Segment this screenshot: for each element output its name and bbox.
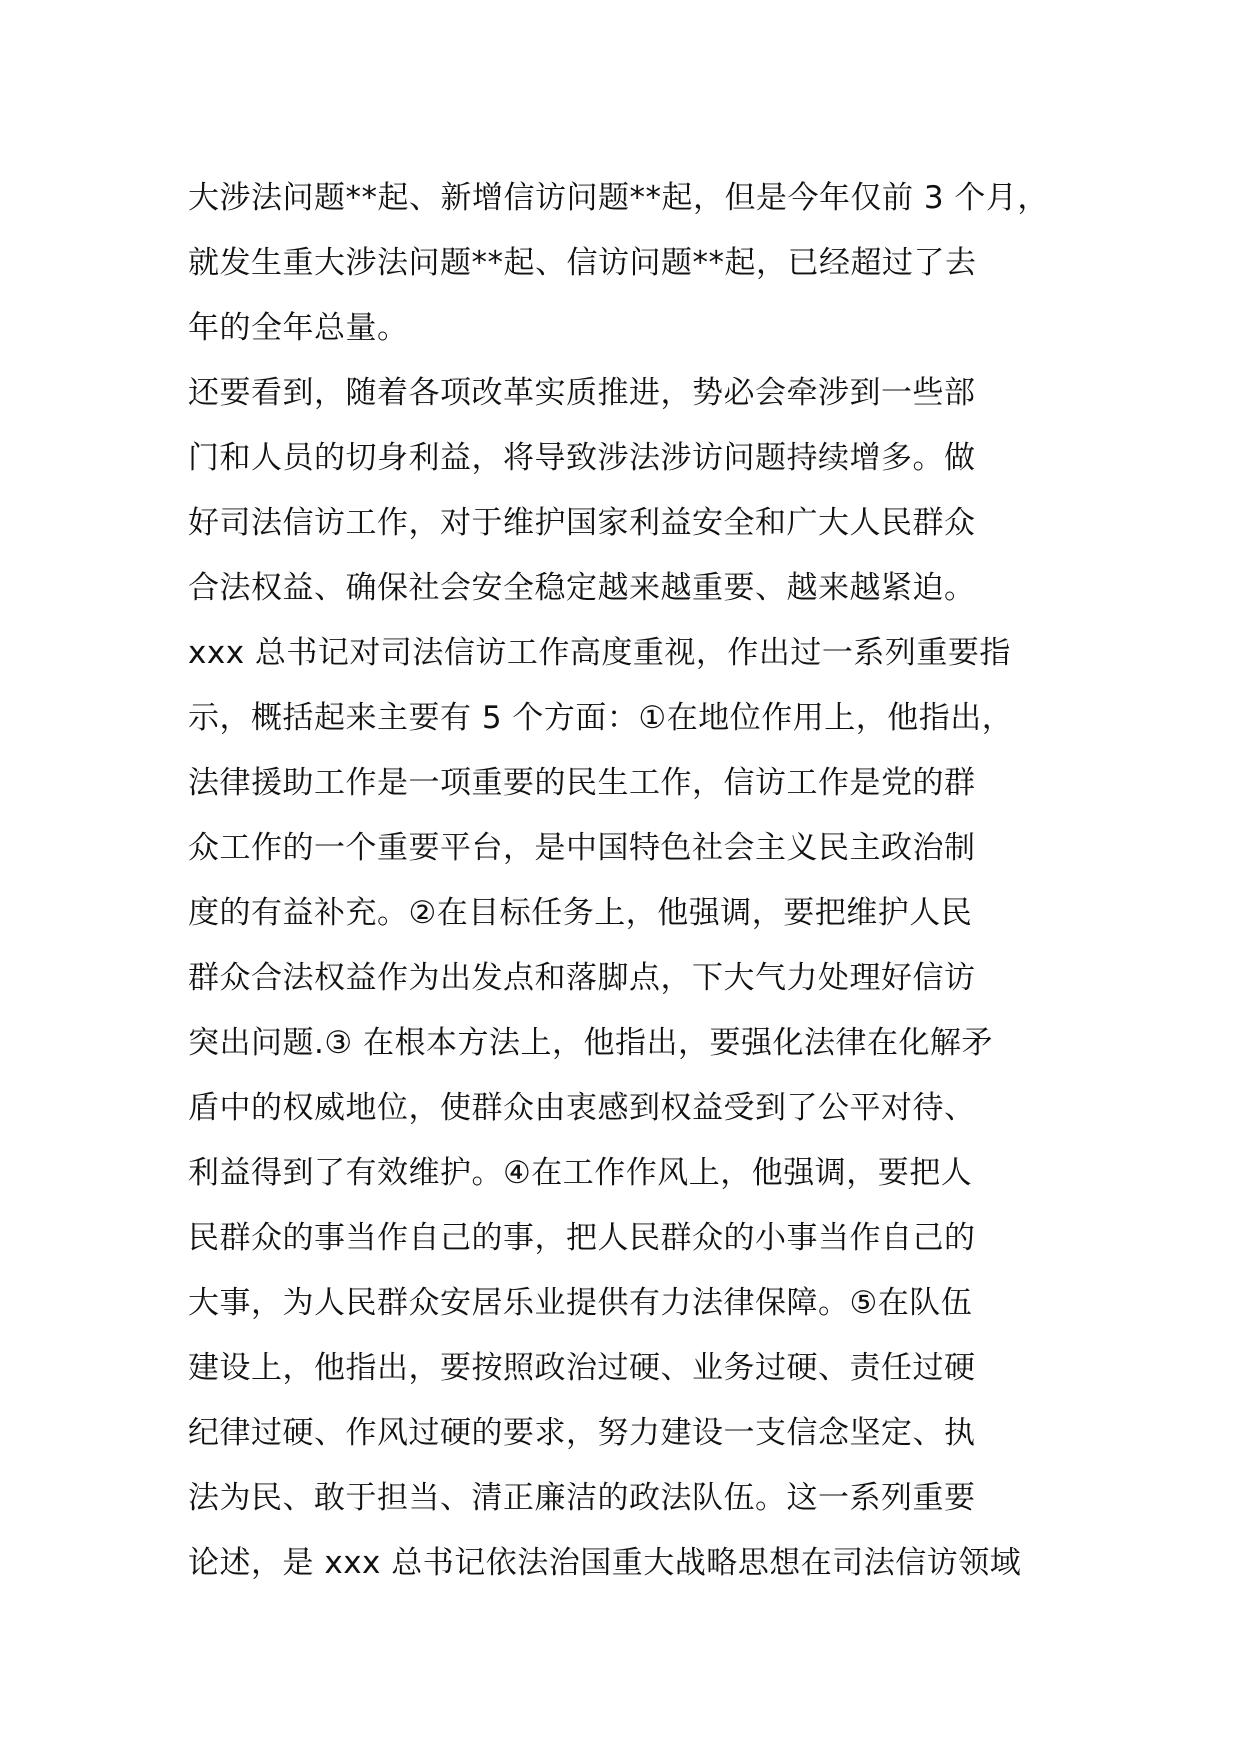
text-line: 建设上，他指出，要按照政治过硬、业务过硬、责任过硬 xyxy=(188,1350,976,1386)
text-line: 门和人员的切身利益，将导致涉法涉访问题持续增多。做 xyxy=(188,440,976,476)
text-line: 年的全年总量。 xyxy=(188,310,409,346)
text-line: xxx 总书记对司法信访工作高度重视，作出过一系列重要指 xyxy=(188,635,1011,671)
text-line: 好司法信访工作，对于维护国家利益安全和广大人民群众 xyxy=(188,505,976,541)
text-line: 法为民、敢于担当、清正廉洁的政法队伍。这一系列重要 xyxy=(188,1480,976,1516)
text-line: 纪律过硬、作风过硬的要求，努力建设一支信念坚定、执 xyxy=(188,1415,976,1451)
text-line: 大涉法问题**起、新增信访问题**起，但是今年仅前 3 个月， xyxy=(188,180,1049,216)
text-line: 大事，为人民群众安居乐业提供有力法律保障。⑤在队伍 xyxy=(188,1285,973,1321)
text-line: 就发生重大涉法问题**起、信访问题**起，已经超过了去 xyxy=(188,245,977,281)
text-line: 众工作的一个重要平台，是中国特色社会主义民主政治制 xyxy=(188,830,976,866)
text-line: 度的有益补充。②在目标任务上，他强调，要把维护人民 xyxy=(188,895,973,931)
body-text xyxy=(188,166,1088,1596)
text-line: 法律援助工作是一项重要的民生工作，信访工作是党的群 xyxy=(188,765,976,801)
text-line: 还要看到，随着各项改革实质推进，势必会牵涉到一些部 xyxy=(188,375,976,411)
text-line: 示，概括起来主要有 5 个方面：①在地位作用上，他指出， xyxy=(188,700,1014,736)
text-line: 民群众的事当作自己的事，把人民群众的小事当作自己的 xyxy=(188,1220,976,1256)
text-line: 突出问题.③ 在根本方法上，他指出，要强化法律在化解矛 xyxy=(188,1025,993,1061)
text-line: 利益得到了有效维护。④在工作作风上，他强调，要把人 xyxy=(188,1155,973,1191)
text-line: 论述，是 xxx 总书记依法治国重大战略思想在司法信访领域 xyxy=(188,1545,1022,1581)
text-line: 合法权益、确保社会安全稳定越来越重要、越来越紧迫。 xyxy=(188,570,976,606)
text-line: 群众合法权益作为出发点和落脚点，下大气力处理好信访 xyxy=(188,960,976,996)
text-line: 盾中的权威地位，使群众由衷感到权益受到了公平对待、 xyxy=(188,1090,976,1126)
